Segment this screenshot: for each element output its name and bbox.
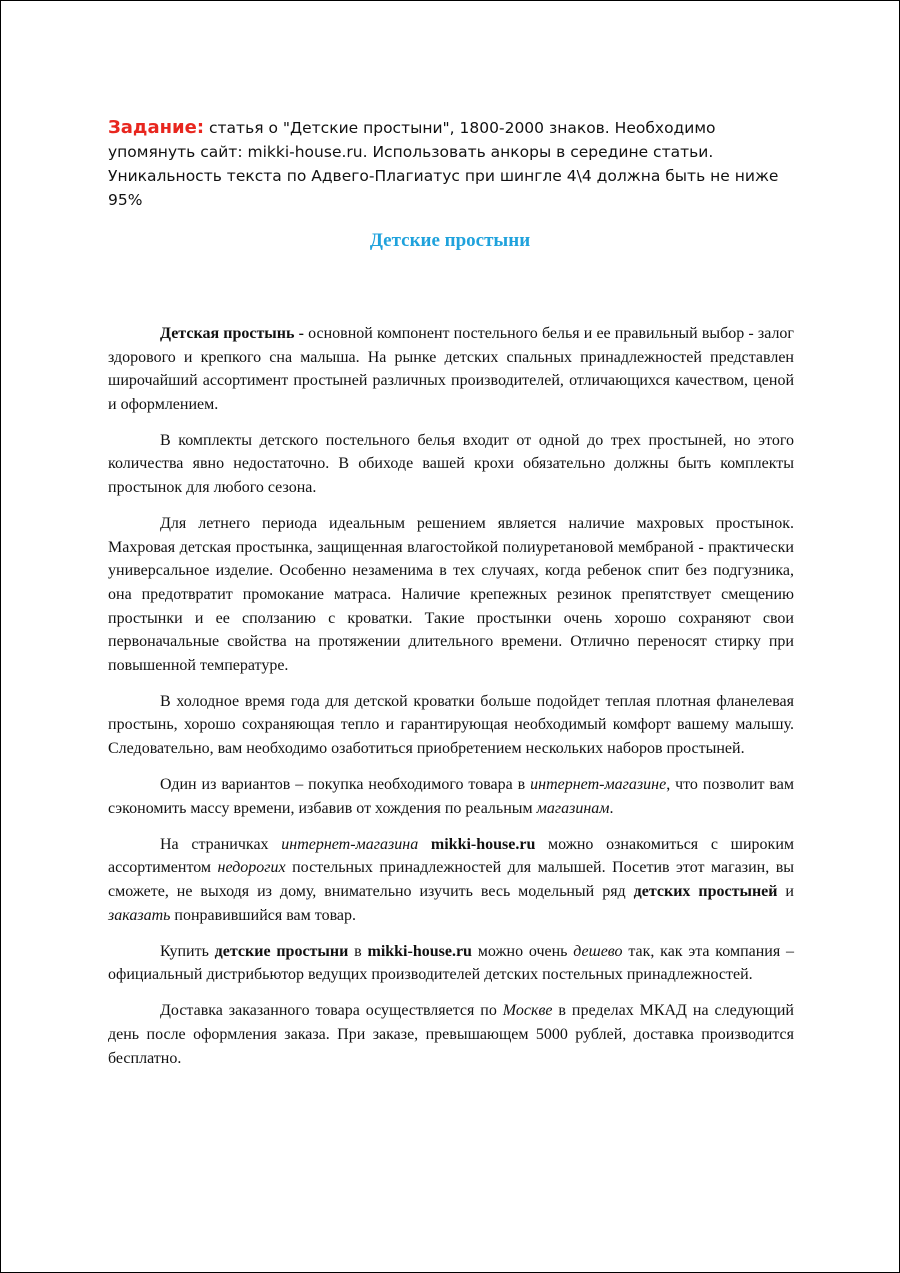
p5-text-2: , что позволит вам сэкономить массу времени, избавив от хождения по реальным — [108, 776, 794, 817]
p6-site-name: mikki-house.ru — [430, 835, 536, 853]
paragraph-6 — [108, 833, 794, 927]
p7-text-3: можно очень — [471, 942, 574, 960]
p8-text-1: Доставка заказанного товара осуществляется по — [160, 1002, 503, 1020]
paragraph-4: В холодное время года для детской кроватки больше подойдет теплая плотная фланелевая простынь, хорошо сохраняющая тепло и гарантирующая необходимый комфорт вашему малышу. Следовательно, вам необходимо озаботиться приобретением нескольких наборов простыней. — [108, 692, 794, 757]
p6-text-4: постельных принадлежностей для малышей. Посетив этот магазин, вы сможете, не выходя из дому, внимательно изучить весь модельный ряд — [108, 859, 795, 900]
p6-anchor-order: заказать — [108, 906, 171, 924]
p5-anchor-online-store: интернет-магазине — [530, 776, 667, 794]
p6-text-6: понравившийся вам товар. — [170, 906, 357, 924]
p8-text-2: в пределах МКАД на следующий день после оформления заказа. При заказе, превышающем 5000 рублей, доставка производится бесплатно. — [108, 1002, 794, 1067]
paragraph-8 — [108, 999, 794, 1070]
p6-anchor-online-store: интернет-магазина — [281, 835, 419, 853]
p1-bold-term: Детская простынь - — [160, 325, 304, 342]
p7-anchor-kids-sheets: детские простыни — [214, 942, 349, 960]
p6-anchor-inexpensive: недорогих — [217, 859, 286, 877]
paragraph-1 — [108, 322, 794, 416]
p6-text-1: На страничках — [160, 835, 282, 853]
p7-text-4: так, как эта компания – официальный дистрибьютор ведущих производителей детских постельных принадлежностей. — [108, 942, 795, 984]
paragraph-3: Для летнего периода идеальным решением является наличие махровых простынок. Махровая детская простынка, защищенная влагостойкой полиуретановой мембраной - практически универсальное изделие. Особенно незаменима в тех случаях, когда ребенок спит без подгузника, она предотвратит промокание матраса. Наличие крепежных резинок препятствует смещению простынки и ее сползанию с кроватки. Такие простынки очень хорошо сохраняют свои первоначальные свойства на протяжении длительного времени. Отлично переносят стирку при повышенной температуре. — [108, 515, 794, 674]
article-body — [108, 322, 794, 1083]
p7-text-1: Купить — [160, 942, 215, 960]
task-text: статья о "Детские простыни", 1800-2000 знаков. Необходимо упомянуть сайт: mikki-house.ru. Использовать анкоры в середине статьи. Уникальность текста по Адвего-Плагиатус при шингле 4\4 должна быть не ниже 95% — [108, 119, 779, 209]
task-label: Задание: — [108, 117, 205, 138]
p6-text-3: можно ознакомиться с широким ассортиментом — [108, 835, 795, 877]
p6-text-5: и — [777, 882, 794, 900]
p7-anchor-cheap: дешево — [573, 942, 623, 960]
paragraph-7 — [108, 940, 794, 987]
p6-anchor-kids-sheets: детских простыней — [633, 882, 778, 900]
p5-text-3: . — [609, 799, 614, 817]
p5-text-1: Один из вариантов – покупка необходимого товара в — [160, 776, 531, 794]
p7-site-name: mikki-house.ru — [367, 942, 472, 960]
task-block — [108, 116, 798, 212]
paragraph-5 — [108, 773, 794, 820]
article-title: Детские простыни — [369, 230, 531, 251]
p8-anchor-moscow: Москве — [502, 1002, 553, 1020]
paragraph-2: В комплекты детского постельного белья входит от одной до трех простыней, но этого количества явно недостаточно. В обиходе вашей крохи обязательно должны быть комплекты простынок для любого сезона. — [108, 431, 794, 497]
p7-text-2: в — [348, 942, 368, 960]
p1-text: основной компонент постельного белья и ее правильный выбор - залог здорового и крепкого сна малыша. На рынке детских спальных принадлежностей представлен широчайший ассортимент простыней различных производителей, отличающихся качеством, ценой и оформлением. — [108, 325, 794, 413]
p5-anchor-stores: магазинам — [536, 799, 610, 817]
p6-text-2 — [418, 836, 431, 853]
